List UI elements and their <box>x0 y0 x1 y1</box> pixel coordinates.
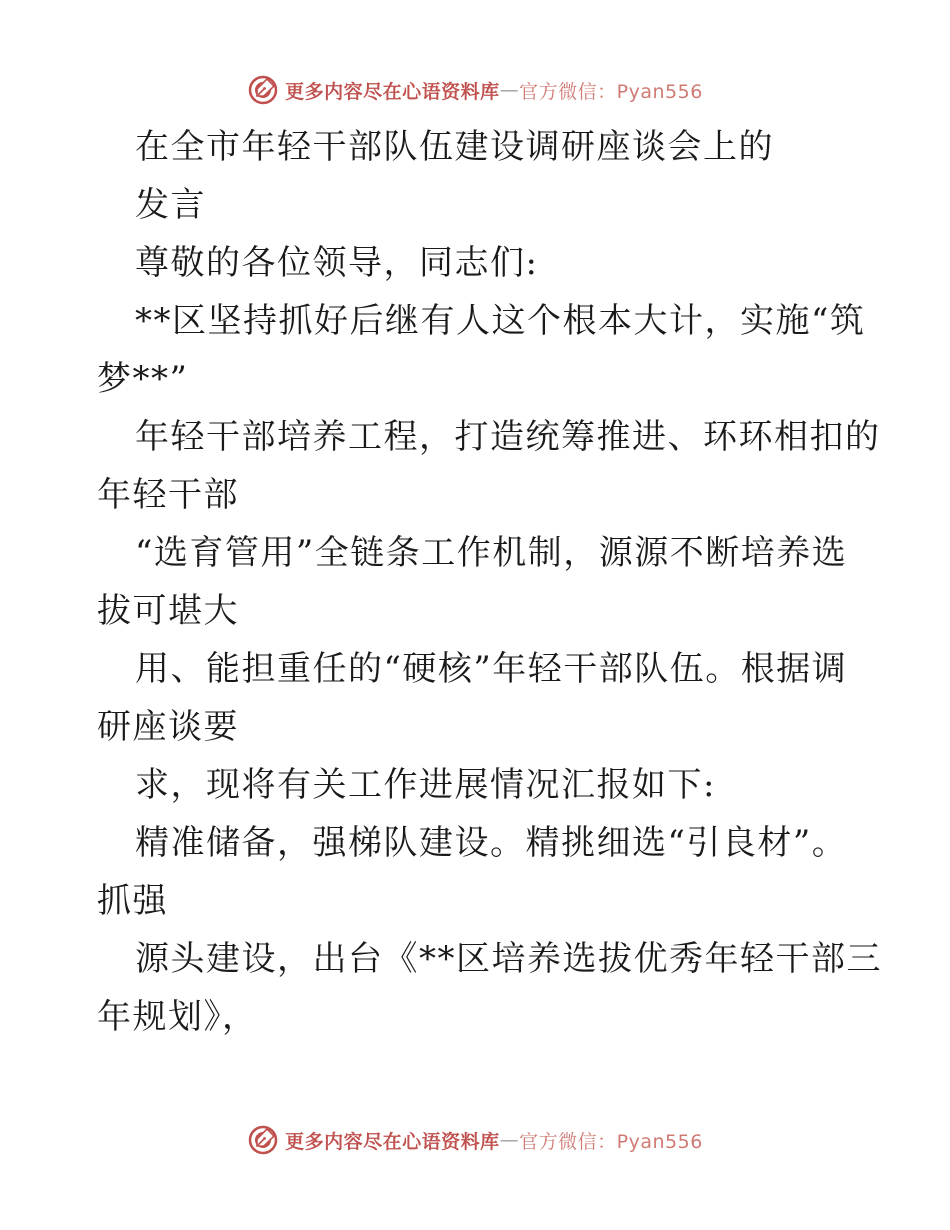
watermark-wechat-text: 官方微信：Pyan556 <box>519 80 703 103</box>
paragraph-line: 研座谈要 <box>97 707 239 747</box>
watermark-separator: — <box>499 79 520 101</box>
watermark-separator: — <box>499 1129 520 1151</box>
pen-nib-logo-icon <box>247 74 279 106</box>
paragraph-line: 梦**” <box>97 359 189 399</box>
paragraph-line: 抓强 <box>97 881 168 921</box>
paragraph-line: 求，现将有关工作进展情况汇报如下: <box>135 765 716 805</box>
footer-watermark <box>0 1120 950 1160</box>
paragraph-line: 拔可堪大 <box>97 591 239 631</box>
watermark-main-text: 更多内容尽在心语资料库 <box>285 80 500 103</box>
paragraph-line: “选育管用”全链条工作机制，源源不断培养选 <box>135 533 848 573</box>
paragraph-line: 年规划》， <box>97 997 258 1037</box>
title-line-1: 在全市年轻干部队伍建设调研座谈会上的 <box>135 127 774 167</box>
watermark-main-text: 更多内容尽在心语资料库 <box>285 1130 500 1153</box>
pen-nib-logo-icon <box>247 1124 279 1156</box>
paragraph-line: **区坚持抓好后继有人这个根本大计，实施“筑 <box>135 301 866 341</box>
salutation-line: 尊敬的各位领导，同志们: <box>135 243 539 283</box>
paragraph-line: 源头建设，出台《**区培养选拔优秀年轻干部三 <box>135 939 882 979</box>
title-line-2: 发言 <box>135 185 206 225</box>
paragraph-line: 年轻干部培养工程，打造统筹推进、环环相扣的 <box>135 417 881 457</box>
watermark-wechat-text: 官方微信：Pyan556 <box>519 1130 703 1153</box>
paragraph-line: 用、能担重任的“硬核”年轻干部队伍。根据调 <box>135 649 848 689</box>
header-watermark <box>0 70 950 110</box>
paragraph-line: 年轻干部 <box>97 475 239 515</box>
paragraph-line: 精准储备，强梯队建设。精挑细选“引良材”。 <box>135 823 848 863</box>
document-body <box>97 118 882 1046</box>
